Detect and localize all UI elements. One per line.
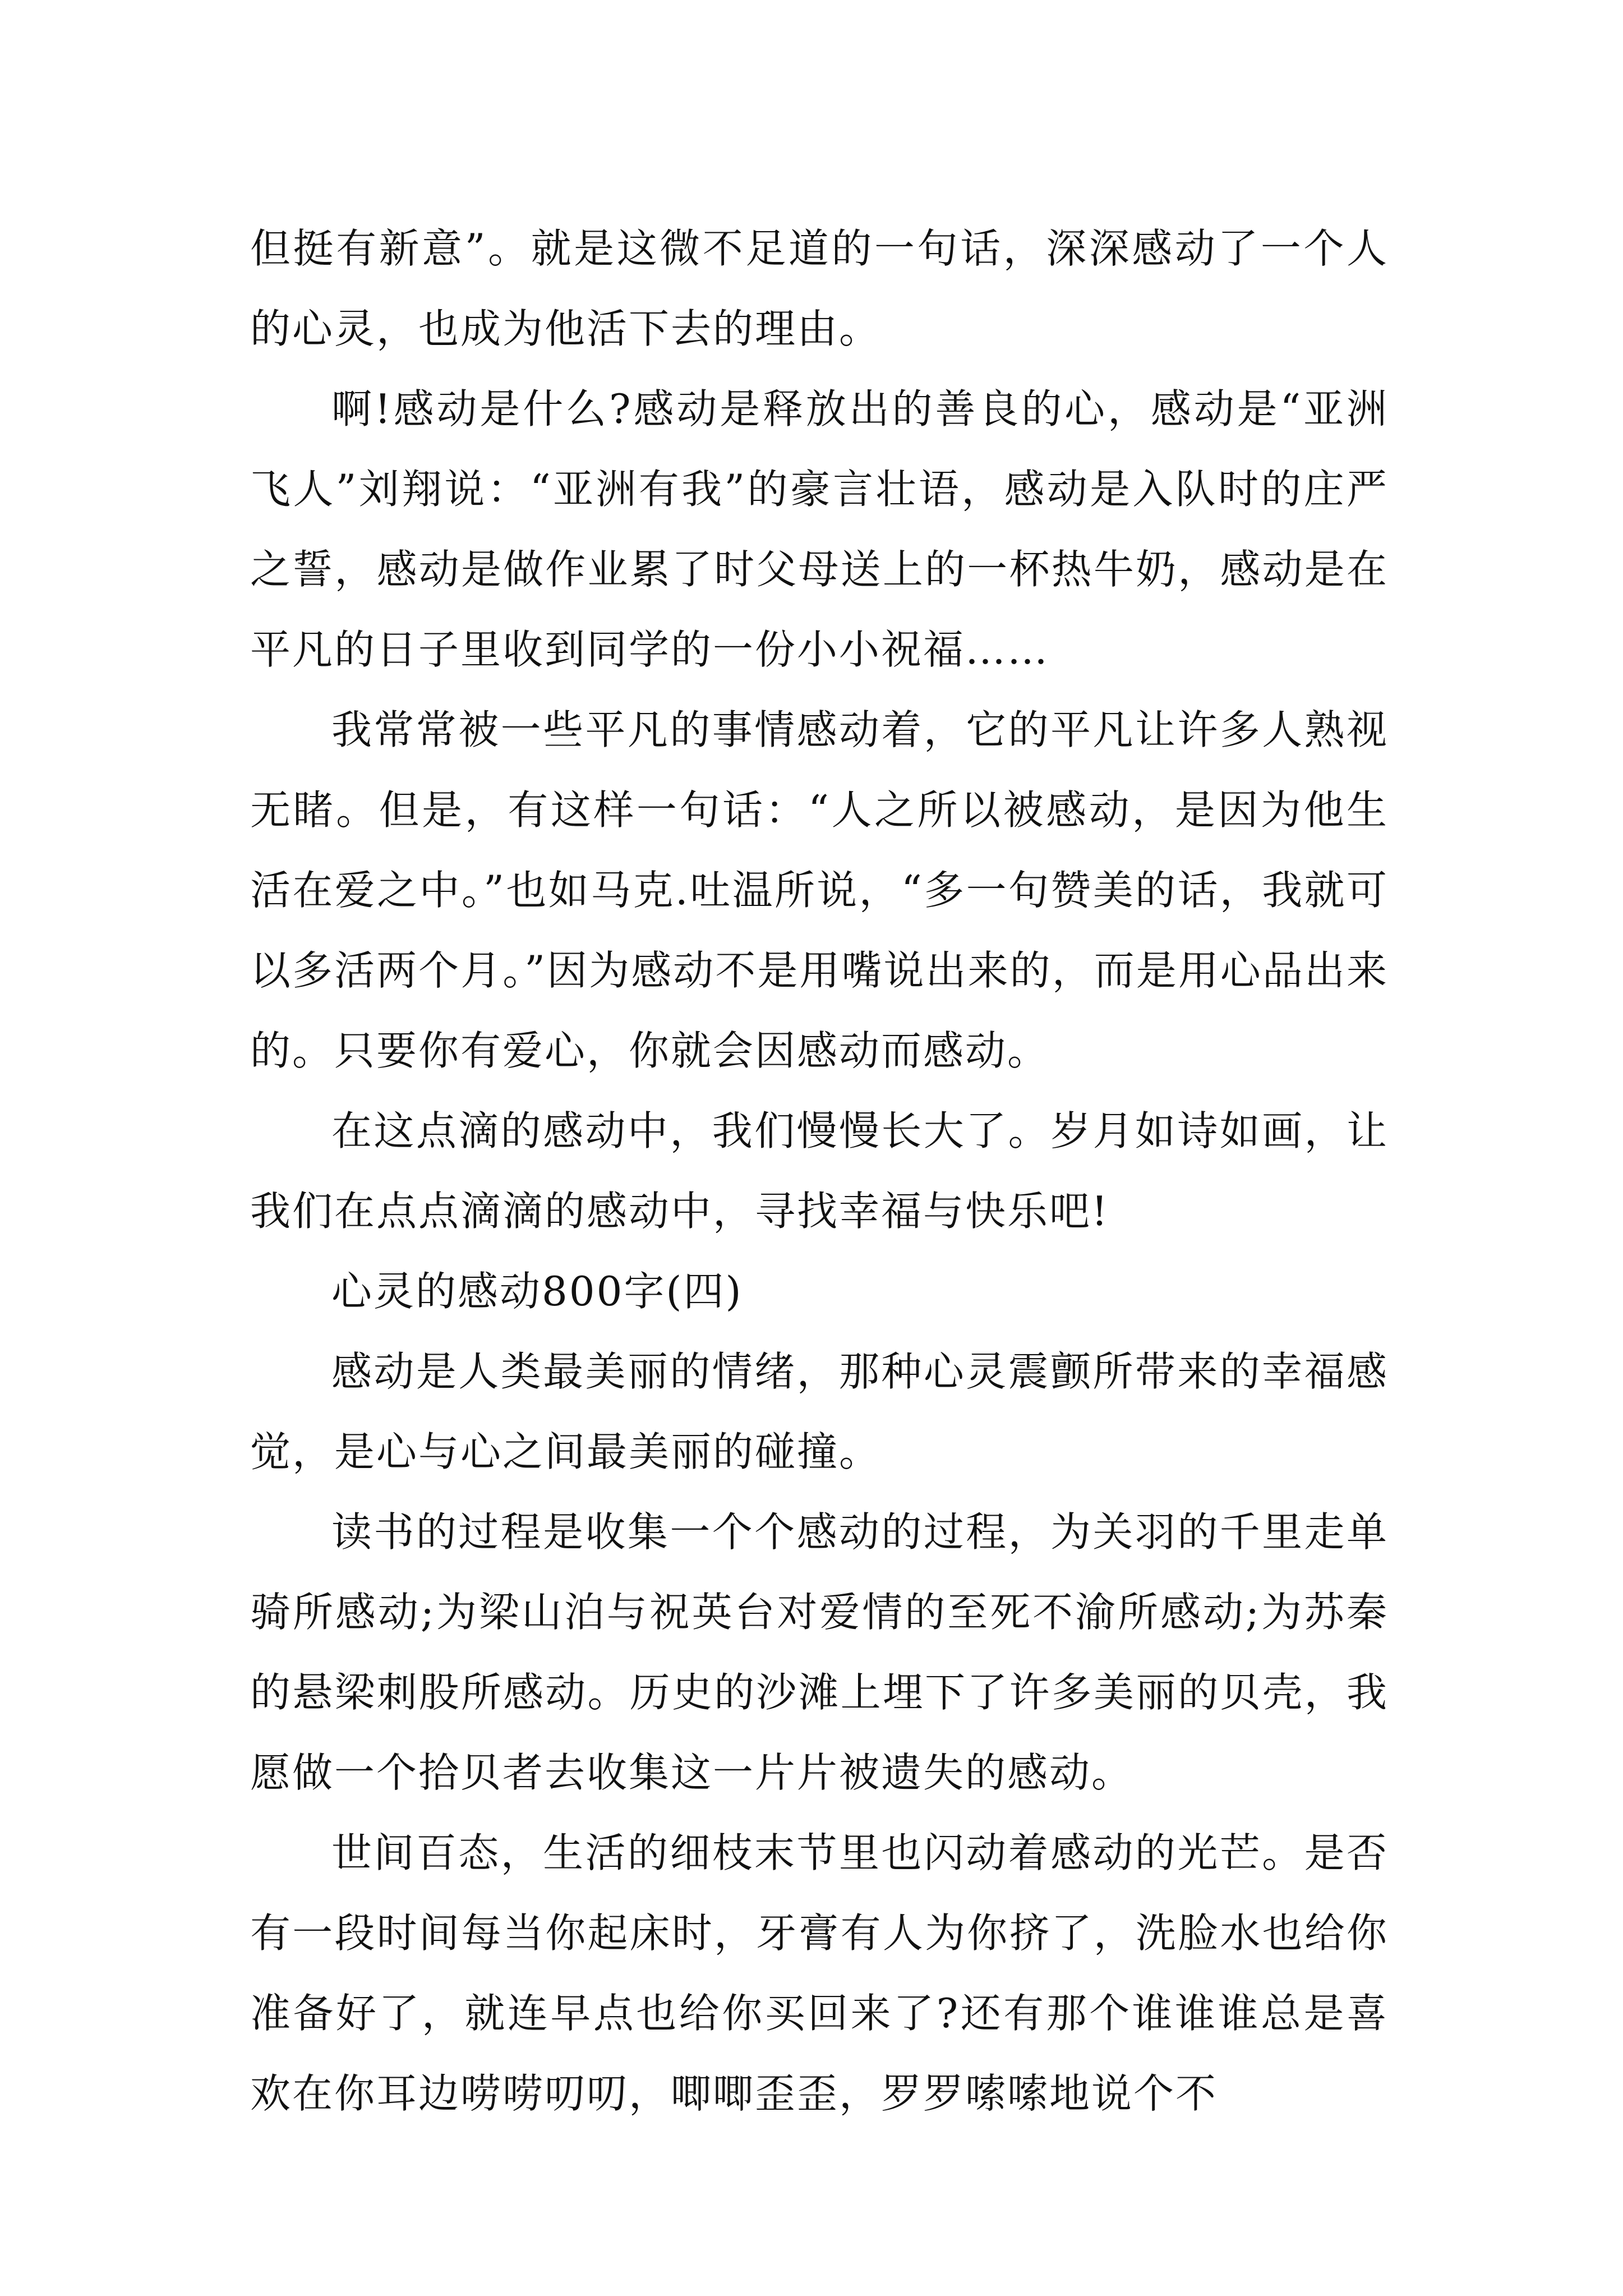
paragraph: 我常常被一些平凡的事情感动着，它的平凡让许多人熟视无睹。但是，有这样一句话：“人之所以被感动，是因为他生活在爱之中。”也如马克.吐温所说，“多一句赞美的话，我就可以多活两个月。”因为感动不是用嘴说出来的，而是用心品出来的。只要你有爱心，你就会因感动而感动。 xyxy=(250,706,1389,1074)
paragraph: 世间百态，生活的细枝末节里也闪动着感动的光芒。是否有一段时间每当你起床时，牙膏有人为你挤了，洗脸水也给你准备好了，就连早点也给你买回来了?还有那个谁谁谁总是喜欢在你耳边唠唠叨叨，唧唧歪歪，罗罗嗦嗦地说个不 xyxy=(250,1829,1389,2117)
section-heading: 心灵的感动800字(四) xyxy=(331,1268,743,1315)
paragraph: 读书的过程是收集一个个感动的过程，为关羽的千里走单骑所感动;为梁山泊与祝英台对爱情的至死不渝所感动;为苏秦的悬梁刺股所感动。历史的沙滩上埋下了许多美丽的贝壳，我愿做一个拾贝者去收集这一片片被遗失的感动。 xyxy=(250,1508,1389,1796)
paragraph: 在这点滴的感动中，我们慢慢长大了。岁月如诗如画，让我们在点点滴滴的感动中，寻找幸福与快乐吧! xyxy=(250,1107,1389,1235)
paragraph-continuation: 但挺有新意”。就是这微不足道的一句话，深深感动了一个人的心灵，也成为他活下去的理由。 xyxy=(250,225,1389,352)
paragraph: 啊!感动是什么?感动是释放出的善良的心，感动是“亚洲飞人”刘翔说：“亚洲有我”的豪言壮语，感动是入队时的庄严之誓，感动是做作业累了时父母送上的一杯热牛奶，感动是在平凡的日子里收到同学的一份小小祝福…… xyxy=(250,385,1389,673)
paragraph: 感动是人类最美丽的情绪，那种心灵震颤所带来的幸福感觉，是心与心之间最美丽的碰撞。 xyxy=(250,1348,1389,1475)
body-text xyxy=(250,209,1389,2134)
